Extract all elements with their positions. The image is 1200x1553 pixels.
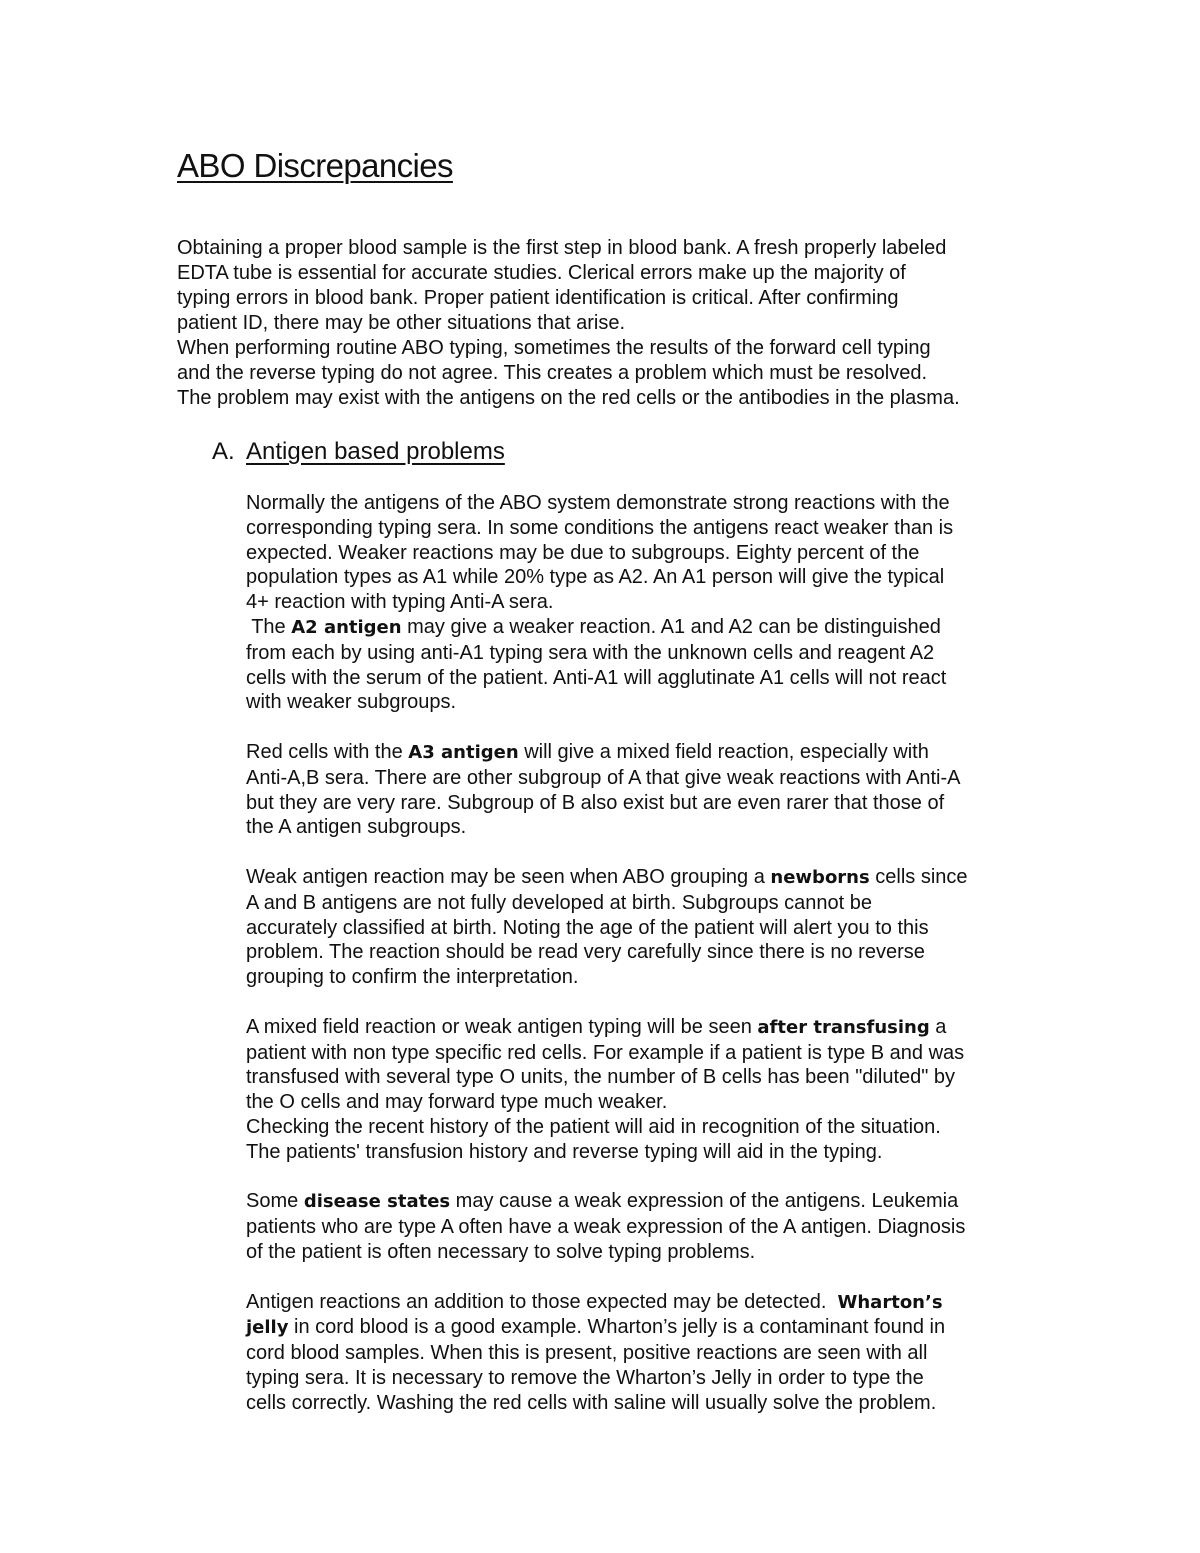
bold-term-disease-states: disease states (303, 1191, 451, 1213)
subgroups-paragraph (246, 491, 1046, 715)
intro-line: The problem may exist with the antigens on the red cells or the antibodies in the plasma. (177, 387, 960, 409)
text-run: Red cells with the (246, 740, 409, 763)
text-line: the A antigen subgroups. (246, 816, 467, 839)
section-a-title: Antigen based problems (246, 438, 505, 465)
text-run: will give a mixed field reaction, especially with (518, 740, 929, 763)
newborns-paragraph (246, 865, 1046, 990)
intro-line: Obtaining a proper blood sample is the first step in blood bank. A fresh properly labeled (177, 237, 947, 259)
section-a-heading (212, 436, 505, 468)
text-run: Weak antigen reaction may be seen when ABO grouping a (246, 865, 771, 888)
disease-states-paragraph (246, 1189, 1046, 1264)
text-line: but they are very rare. Subgroup of B also exist but are even rarer that those of (246, 791, 945, 814)
text-run: cells since (869, 865, 968, 888)
intro-line: EDTA tube is essential for accurate studies. Clerical errors make up the majority of (177, 262, 906, 284)
text-line: typing sera. It is necessary to remove the Wharton’s Jelly in order to type the (246, 1366, 924, 1389)
text-line (246, 1315, 1046, 1341)
text-run: The (246, 615, 292, 638)
text-line: patient with non type specific red cells. For example if a patient is type B and was (246, 1041, 965, 1064)
text-line: patients who are type A often have a weak expression of the A antigen. Diagnosis (246, 1216, 966, 1239)
intro-line: patient ID, there may be other situations that arise. (177, 312, 626, 334)
paragraph-spacer (246, 990, 1046, 1015)
text-line (246, 740, 1046, 766)
text-line (246, 1189, 1046, 1215)
document-title: ABO Discrepancies (177, 147, 453, 184)
text-line: accurately classified at birth. Noting the age of the patient will alert you to this (246, 916, 929, 939)
text-line: population types as A1 while 20% type as A2. An A1 person will give the typical (246, 566, 945, 589)
text-run: in cord blood is a good example. Wharton’s jelly is a contaminant found in (288, 1316, 946, 1339)
text-line: from each by using anti-A1 typing sera with the unknown cells and reagent A2 (246, 641, 935, 664)
intro-line: When performing routine ABO typing, sometimes the results of the forward cell typing (177, 337, 931, 359)
text-line (246, 1290, 1046, 1316)
text-line: of the patient is often necessary to solve typing problems. (246, 1240, 756, 1263)
transfusion-paragraph (246, 1015, 1046, 1165)
text-line: Checking the recent history of the patient will aid in recognition of the situation. (246, 1115, 941, 1138)
text-line: the O cells and may forward type much weaker. (246, 1091, 668, 1114)
a3-antigen-paragraph (246, 740, 1046, 840)
text-line: cord blood samples. When this is present, positive reactions are seen with all (246, 1342, 928, 1365)
bold-term-after-transfusing: after transfusing (757, 1016, 930, 1038)
text-line: problem. The reaction should be read very carefully since there is no reverse (246, 941, 925, 964)
paragraph-spacer (246, 840, 1046, 865)
text-run: may give a weaker reaction. A1 and A2 can be distinguished (401, 615, 941, 638)
text-run: Some (246, 1190, 304, 1213)
bold-term-jelly: jelly (246, 1317, 289, 1339)
text-line: transfused with several type O units, the number of B cells has been "diluted" by (246, 1066, 956, 1089)
text-line: A and B antigens are not fully developed at birth. Subgroups cannot be (246, 891, 872, 914)
bold-term-a3-antigen: A3 antigen (408, 741, 519, 763)
text-run: Antigen reactions an addition to those expected may be detected. (246, 1290, 838, 1313)
whartons-jelly-paragraph (246, 1290, 1046, 1416)
text-line (246, 1015, 1046, 1041)
text-line: with weaker subgroups. (246, 691, 457, 714)
intro-paragraph (177, 236, 1057, 411)
paragraph-spacer (246, 715, 1046, 740)
text-run: a (929, 1015, 947, 1038)
bold-term-newborns: newborns (770, 866, 870, 888)
text-line: expected. Weaker reactions may be due to subgroups. Eighty percent of the (246, 541, 920, 564)
bold-term-a2-antigen: A2 antigen (291, 616, 402, 638)
text-run: may cause a weak expression of the antigens. Leukemia (450, 1190, 959, 1213)
bold-term-whartons: Wharton’s (837, 1291, 943, 1313)
text-line: grouping to confirm the interpretation. (246, 966, 579, 989)
text-line: 4+ reaction with typing Anti-A sera. (246, 591, 554, 614)
paragraph-spacer (246, 1265, 1046, 1290)
paragraph-spacer (246, 1165, 1046, 1190)
text-line (246, 615, 1046, 641)
text-line: corresponding typing sera. In some conditions the antigens react weaker than is (246, 516, 954, 539)
intro-line: typing errors in blood bank. Proper patient identification is critical. After confirming (177, 287, 899, 309)
text-line: The patients' transfusion history and reverse typing will aid in the typing. (246, 1140, 883, 1163)
text-run: A mixed field reaction or weak antigen typing will be seen (246, 1015, 758, 1038)
text-line: cells correctly. Washing the red cells with saline will usually solve the problem. (246, 1391, 937, 1414)
text-line: Anti-A,B sera. There are other subgroup of A that give weak reactions with Anti-A (246, 766, 961, 789)
section-a-letter: A. (212, 438, 235, 465)
text-line (246, 865, 1046, 891)
intro-line: and the reverse typing do not agree. This creates a problem which must be resolved. (177, 362, 928, 384)
text-line: cells with the serum of the patient. Anti-A1 will agglutinate A1 cells will not react (246, 666, 947, 689)
text-line: Normally the antigens of the ABO system demonstrate strong reactions with the (246, 492, 950, 514)
section-a-body (246, 491, 1046, 1415)
